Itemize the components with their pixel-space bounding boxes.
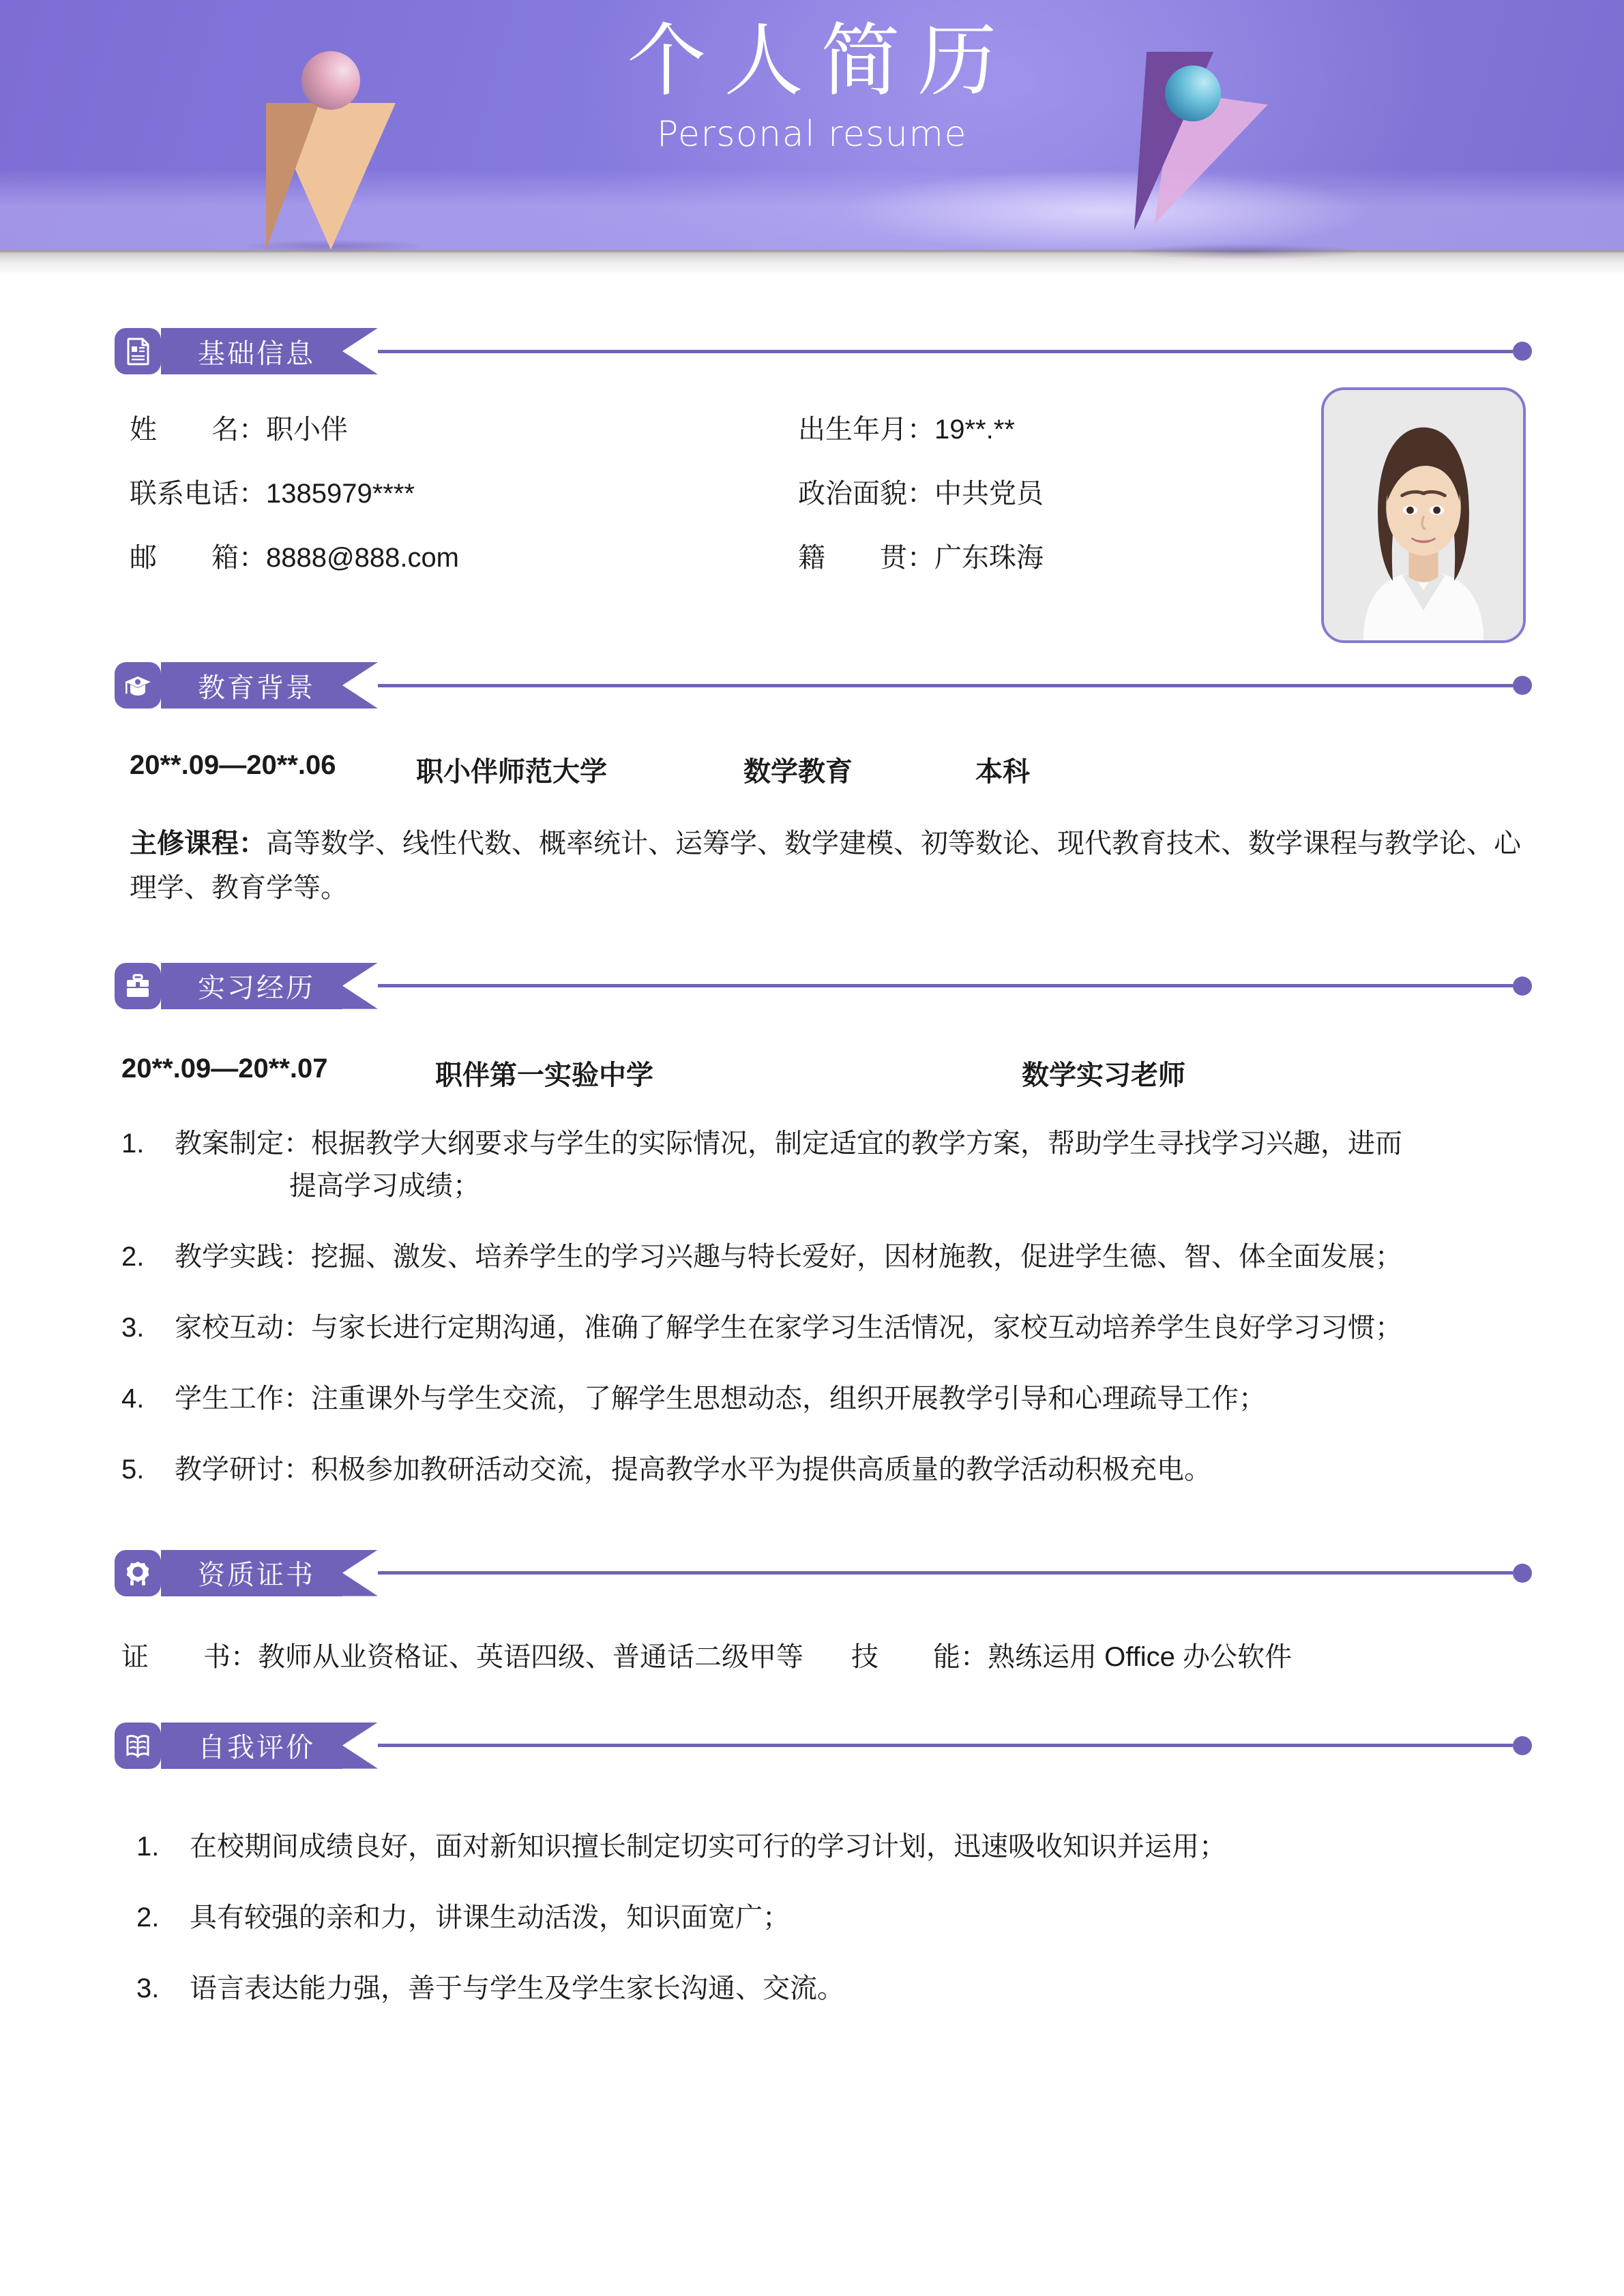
page-subtitle: Personal resume — [656, 113, 967, 155]
open-book-icon — [115, 1723, 161, 1769]
list-text: 教学研讨：积极参加教研活动交流，提高教学水平为提供高质量的教学活动积极充电。 — [175, 1454, 1211, 1485]
section-header-education — [115, 656, 1532, 715]
list-index: 4. — [121, 1383, 145, 1414]
education-school: 职小伴师范大学 — [416, 757, 607, 787]
section-divider-line — [378, 684, 1513, 687]
education-degree: 本科 — [975, 757, 1030, 787]
section-label-education: 教育背景 — [198, 672, 315, 704]
field-political-status: 政治面貌：中共党员 — [798, 479, 1044, 509]
section-label-self-evaluation: 自我评价 — [198, 1732, 315, 1764]
section-divider-line — [378, 1744, 1513, 1747]
internship-content — [121, 1054, 1522, 1491]
page-title: 个人简历 — [627, 15, 1015, 107]
section-label-basic: 基础信息 — [198, 338, 315, 370]
certificate-label: 证 书： — [121, 1641, 258, 1672]
ribbon-certificates — [161, 1550, 378, 1596]
list-text: 家校互动：与家长进行定期沟通，准确了解学生在家学习生活情况，家校互动培养学生良好学习习惯； — [175, 1312, 1402, 1343]
field-name: 姓 名：职小伴 — [130, 415, 348, 445]
internship-date: 20**.09—20**.07 — [121, 1053, 328, 1084]
list-item — [121, 1122, 1522, 1207]
section-divider-dot — [1513, 1564, 1532, 1583]
section-label-internship: 实习经历 — [198, 972, 315, 1004]
graduation-cap-icon — [115, 662, 161, 709]
list-item — [136, 1896, 1522, 1939]
basic-info-columns — [130, 416, 1522, 608]
header-floor — [0, 169, 1624, 251]
basic-info-right-column — [798, 416, 1275, 608]
list-text-line1: 教案制定：根据教学大纲要求与学生的实际情况，制定适宜的教学方案，帮助学生寻找学习兴趣，进而 — [175, 1128, 1402, 1159]
self-evaluation-list — [136, 1825, 1522, 2010]
ribbon-notch — [342, 328, 378, 374]
internship-company: 职伴第一实验中学 — [435, 1060, 653, 1090]
ribbon-body — [161, 328, 342, 374]
section-divider-line — [378, 350, 1513, 353]
ribbon-body — [161, 963, 342, 1009]
field-phone: 联系电话：1385979**** — [130, 479, 415, 509]
self-evaluation-content — [136, 1825, 1522, 2010]
ribbon-notch — [342, 1723, 378, 1769]
list-index: 2. — [121, 1241, 145, 1272]
list-text-line2: 提高学习成绩； — [289, 1170, 480, 1201]
section-divider-dot — [1513, 1736, 1532, 1755]
skill-label: 技 能： — [851, 1641, 988, 1672]
gear-icon — [115, 1550, 161, 1596]
section-header-internship — [115, 957, 1532, 1015]
resume-body — [0, 322, 1624, 2010]
header-title-zone — [0, 15, 1624, 155]
list-text: 在校期间成绩良好，面对新知识擅长制定切实可行的学习计划，迅速吸收知识并运用； — [190, 1831, 1226, 1862]
list-index: 3. — [121, 1312, 145, 1343]
ribbon-notch — [342, 662, 378, 709]
certificates-content — [121, 1635, 1522, 1674]
section-divider-line — [378, 984, 1513, 987]
ribbon-body — [161, 1723, 342, 1769]
field-email: 邮 箱：8888@888.com — [130, 543, 460, 573]
header-baseline — [0, 250, 1624, 273]
list-text — [175, 1122, 1522, 1207]
section-header-basic — [115, 322, 1532, 381]
list-text: 具有较强的亲和力，讲课生动活泼，知识面宽广； — [190, 1902, 790, 1933]
field-hometown: 籍 贯：广东珠海 — [798, 543, 1044, 573]
education-courses — [130, 822, 1522, 910]
ribbon-self-evaluation — [161, 1723, 378, 1769]
field-birthdate: 出生年月：19**.** — [798, 415, 1015, 445]
internship-list — [121, 1122, 1522, 1491]
ribbon-body — [161, 662, 342, 709]
list-text: 教学实践：挖掘、激发、培养学生的学习兴趣与特长爱好，因材施教，促进学生德、智、体全面发展； — [175, 1241, 1402, 1272]
ribbon-internship — [161, 963, 378, 1009]
education-content — [130, 750, 1522, 910]
ribbon-body — [161, 1550, 342, 1596]
list-index: 1. — [121, 1128, 145, 1159]
section-label-certificates: 资质证书 — [198, 1560, 315, 1592]
basic-info-content — [130, 416, 1522, 608]
list-item — [121, 1236, 1522, 1278]
document-icon — [115, 328, 161, 374]
list-text: 学生工作：注重课外与学生交流，了解学生思想动态，组织开展教学引导和心理疏导工作； — [175, 1383, 1266, 1414]
list-index: 2. — [136, 1902, 160, 1933]
courses-label: 主修课程： — [130, 829, 266, 859]
section-divider-dot — [1513, 676, 1532, 695]
section-header-self-evaluation — [115, 1716, 1532, 1775]
list-item — [121, 1377, 1522, 1420]
list-index: 3. — [136, 1973, 160, 2003]
ribbon-notch — [342, 963, 378, 1009]
ribbon-basic — [161, 328, 378, 374]
section-divider-dot — [1513, 976, 1532, 996]
header-banner — [0, 0, 1624, 273]
section-divider-dot — [1513, 342, 1532, 361]
skill-value: 熟练运用 Office 办公软件 — [988, 1641, 1292, 1672]
list-item — [121, 1307, 1522, 1349]
list-index: 5. — [121, 1454, 145, 1485]
list-text: 语言表达能力强，善于与学生及学生家长沟通、交流。 — [190, 1973, 844, 2003]
certificate-value: 教师从业资格证、英语四级、普通话二级甲等 — [258, 1641, 803, 1672]
education-row — [130, 750, 1522, 789]
ribbon-notch — [342, 1550, 378, 1596]
section-header-certificates — [115, 1544, 1532, 1602]
courses-text: 高等数学、线性代数、概率统计、运筹学、数学建模、初等数论、现代教育技术、数学课程与教学论、心理学、教育学等。 — [130, 829, 1521, 903]
education-major: 数学教育 — [743, 757, 853, 787]
briefcase-icon — [115, 963, 161, 1009]
basic-info-left-column — [130, 416, 798, 608]
section-divider-line — [378, 1571, 1513, 1575]
list-item — [136, 1967, 1522, 2010]
internship-row — [121, 1054, 1522, 1092]
list-item — [136, 1825, 1522, 1868]
list-item — [121, 1448, 1522, 1491]
avatar — [1321, 387, 1526, 643]
internship-role: 数学实习老师 — [1022, 1060, 1185, 1090]
certificate-row — [121, 1635, 1522, 1674]
list-index: 1. — [136, 1831, 160, 1862]
education-date: 20**.09—20**.06 — [130, 750, 336, 780]
ribbon-education — [161, 662, 378, 709]
